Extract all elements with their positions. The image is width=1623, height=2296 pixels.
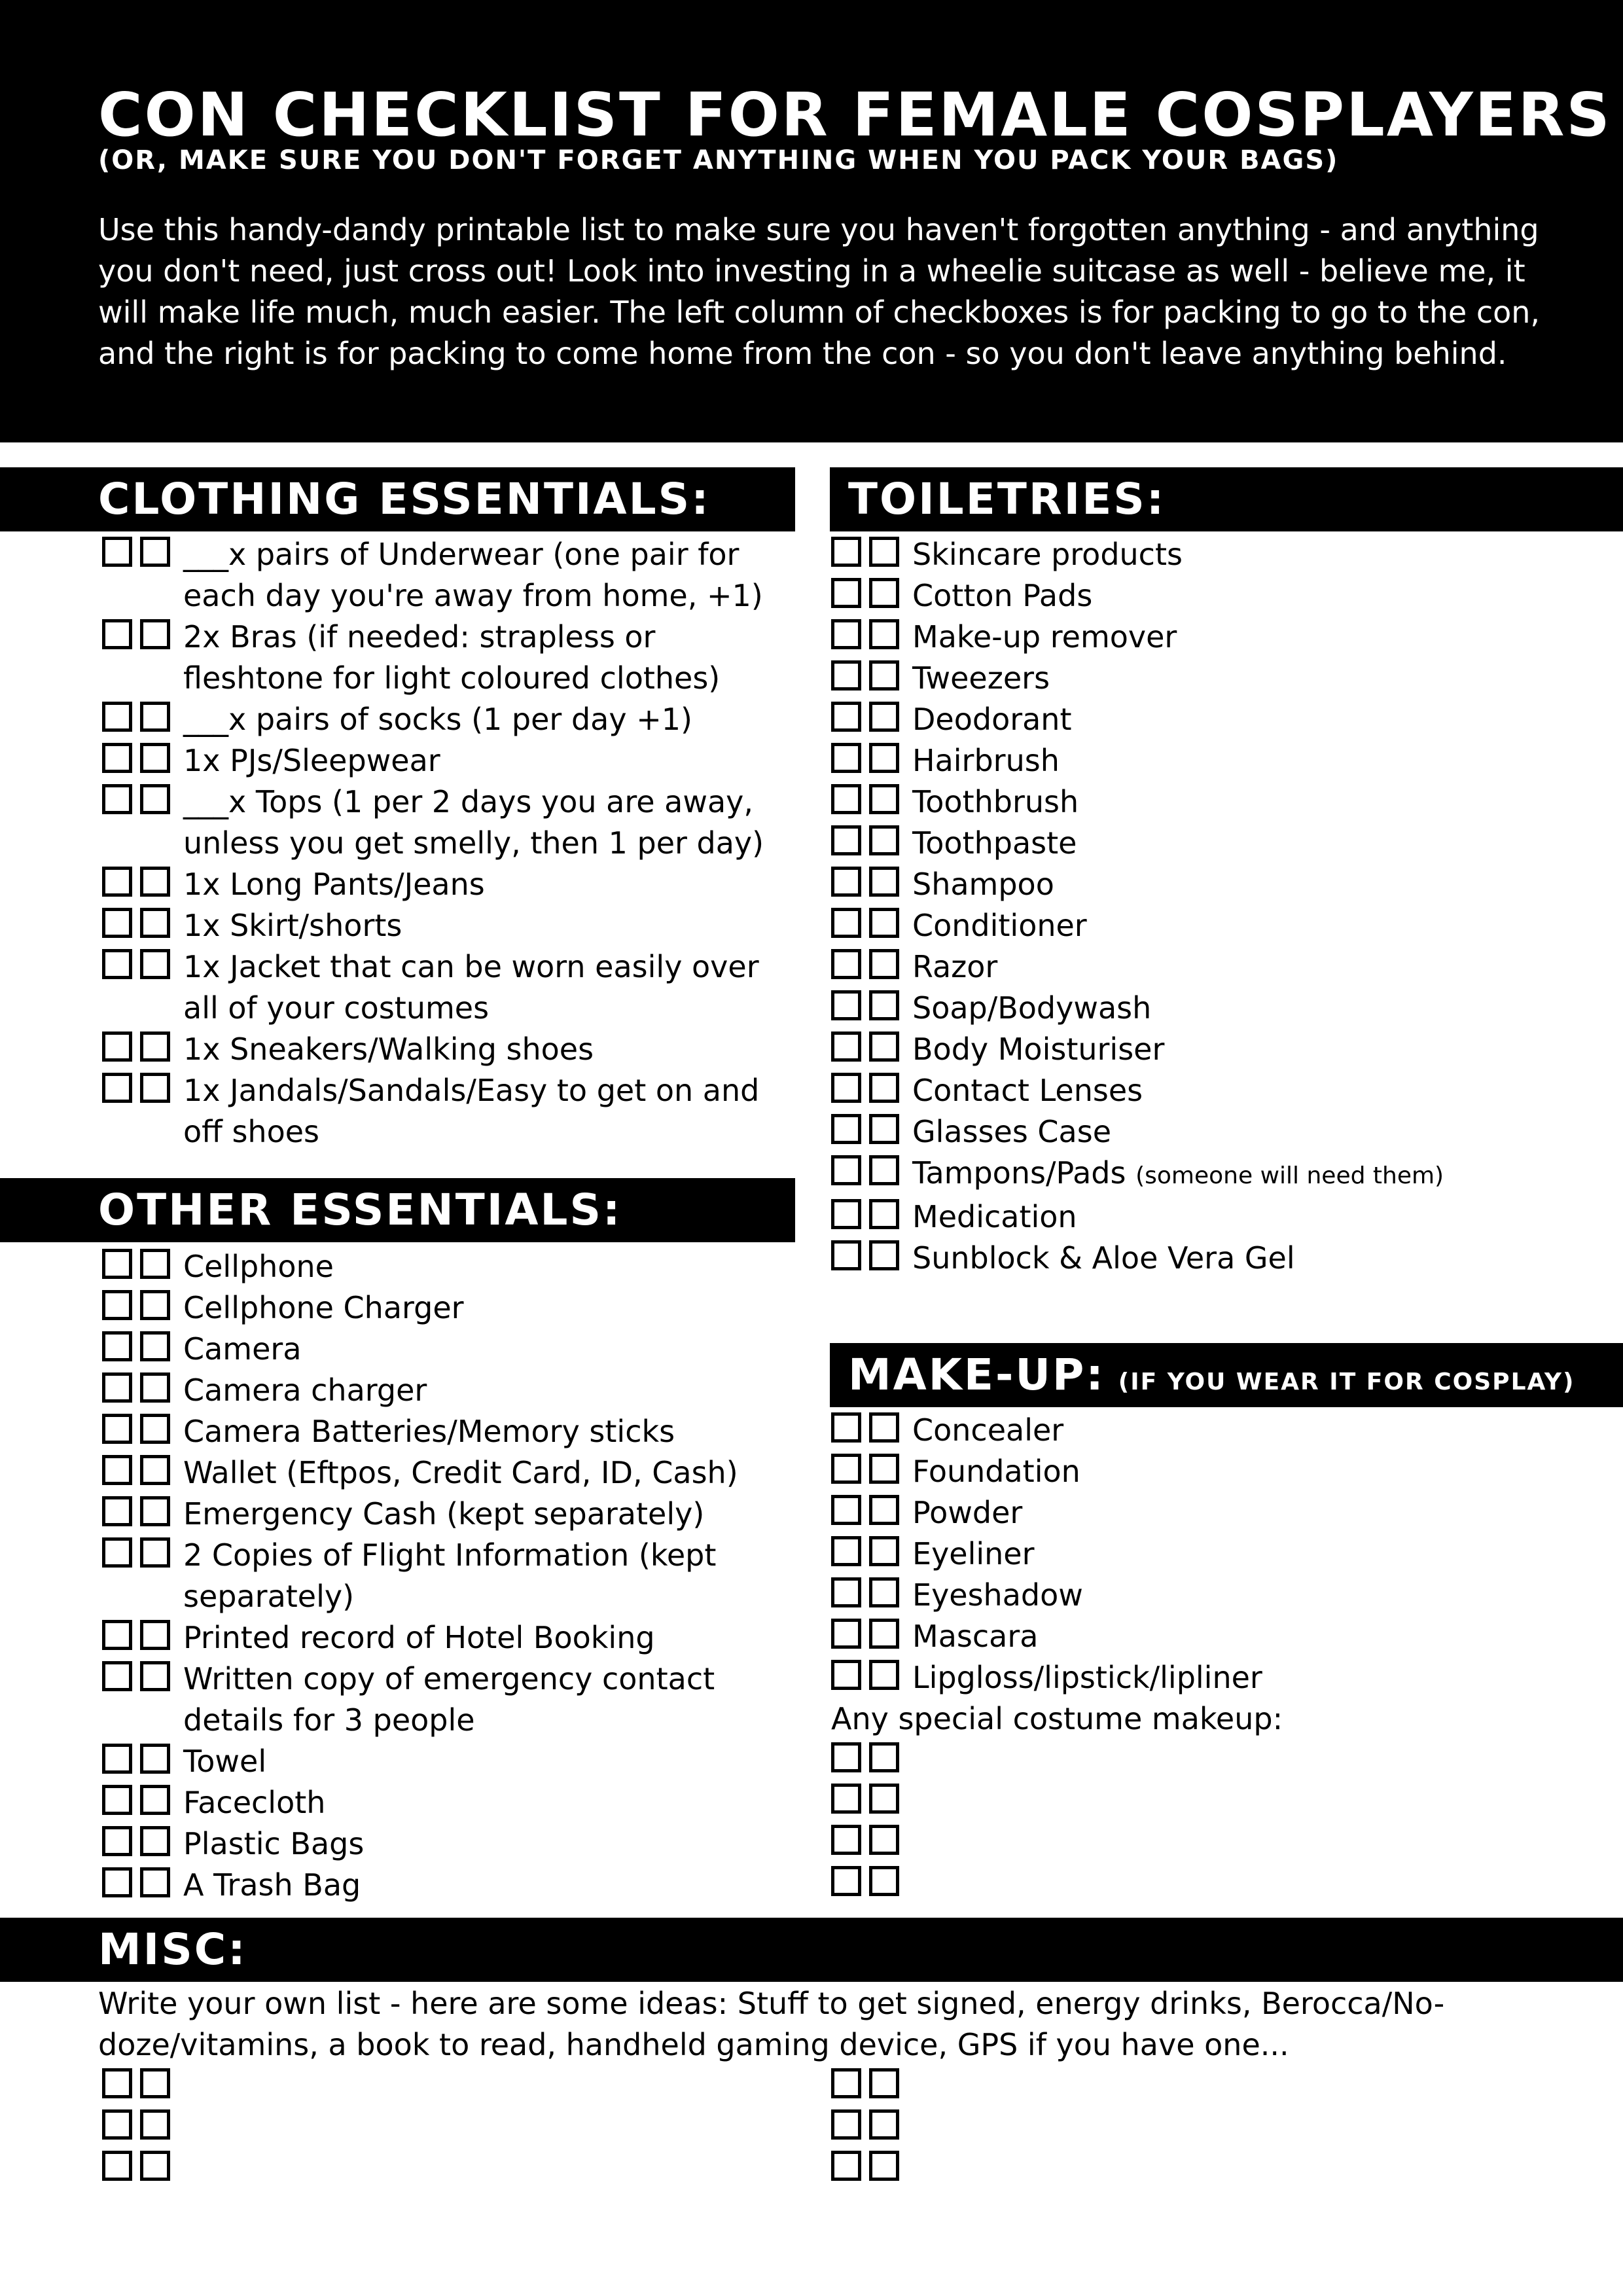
return-checkbox[interactable] xyxy=(140,784,170,814)
list-item xyxy=(102,1246,796,1287)
return-checkbox[interactable] xyxy=(140,1785,170,1815)
go-checkbox[interactable] xyxy=(831,1155,861,1185)
go-checkbox[interactable] xyxy=(102,1826,132,1856)
go-checkbox[interactable] xyxy=(831,1742,861,1772)
checkbox-pair xyxy=(831,1495,899,1525)
go-checkbox[interactable] xyxy=(831,702,861,732)
item-label: 1x Sneakers/Walking shoes xyxy=(183,1031,594,1067)
go-checkbox[interactable] xyxy=(831,1240,861,1270)
item-label: Medication xyxy=(912,1199,1077,1234)
go-checkbox[interactable] xyxy=(831,1619,861,1649)
return-checkbox[interactable] xyxy=(140,1031,170,1062)
list-item xyxy=(102,699,796,740)
go-checkbox[interactable] xyxy=(102,1744,132,1774)
checkbox-pair xyxy=(102,949,170,979)
list-item xyxy=(831,864,1603,905)
return-checkbox[interactable] xyxy=(140,1826,170,1856)
checkbox-pair xyxy=(102,537,170,567)
item-label: ___x Tops (1 per 2 days you are away, unless you get smelly, then 1 per day) xyxy=(183,784,764,861)
list-item xyxy=(102,864,796,905)
return-checkbox[interactable] xyxy=(869,619,899,649)
item-label: Conditioner xyxy=(912,908,1087,943)
return-checkbox[interactable] xyxy=(869,908,899,938)
list-item xyxy=(831,1575,1603,1616)
item-label: Emergency Cash (kept separately) xyxy=(183,1496,705,1532)
checkbox-pair xyxy=(102,702,170,732)
checkbox-pair xyxy=(102,908,170,938)
makeup-list xyxy=(831,1410,1603,1905)
checkbox-pair xyxy=(102,1620,170,1650)
go-checkbox[interactable] xyxy=(831,1073,861,1103)
checkbox-pair xyxy=(102,1496,170,1526)
return-checkbox[interactable] xyxy=(869,949,899,979)
checkbox-pair xyxy=(102,1826,170,1856)
checkbox-pair xyxy=(102,1031,170,1062)
item-label: Concealer xyxy=(912,1412,1064,1448)
return-checkbox[interactable] xyxy=(140,1455,170,1485)
item-label: Written copy of emergency contact details for 3 people xyxy=(183,1661,715,1738)
go-checkbox[interactable] xyxy=(102,784,132,814)
item-label: 1x PJs/Sleepwear xyxy=(183,743,440,778)
return-checkbox[interactable] xyxy=(869,1866,899,1896)
item-label: Razor xyxy=(912,949,998,984)
checkbox-pair xyxy=(831,1619,899,1649)
return-checkbox[interactable] xyxy=(140,619,170,649)
go-checkbox[interactable] xyxy=(102,867,132,897)
checkbox-pair xyxy=(831,1155,899,1185)
checkbox-pair xyxy=(831,949,899,979)
misc-heading xyxy=(0,1918,1623,1982)
go-checkbox[interactable] xyxy=(102,1414,132,1444)
item-label: Contact Lenses xyxy=(912,1073,1143,1108)
checkbox-pair xyxy=(102,1249,170,1279)
item-label: 1x Jacket that can be worn easily over all of your costumes xyxy=(183,949,759,1026)
go-checkbox[interactable] xyxy=(831,1495,861,1525)
go-checkbox[interactable] xyxy=(102,2068,132,2098)
list-item xyxy=(102,1741,796,1782)
return-checkbox[interactable] xyxy=(140,1073,170,1103)
list-item xyxy=(831,1196,1603,1238)
return-checkbox[interactable] xyxy=(140,1249,170,1279)
list-item xyxy=(102,1029,796,1070)
list-item xyxy=(102,1617,796,1659)
go-checkbox[interactable] xyxy=(102,2151,132,2181)
item-label: Sunblock & Aloe Vera Gel xyxy=(912,1240,1295,1276)
checkbox-pair xyxy=(102,1867,170,1897)
checkbox-pair xyxy=(102,1372,170,1403)
go-checkbox[interactable] xyxy=(831,1825,861,1855)
go-checkbox[interactable] xyxy=(831,537,861,567)
list-item xyxy=(102,1287,796,1329)
return-checkbox[interactable] xyxy=(869,990,899,1020)
go-checkbox[interactable] xyxy=(102,1620,132,1650)
list-item xyxy=(102,740,796,781)
go-checkbox[interactable] xyxy=(831,1412,861,1443)
checkbox-pair xyxy=(831,743,899,773)
page-title: CON CHECKLIST FOR FEMALE COSPLAYERS xyxy=(98,80,1612,150)
toiletries-heading xyxy=(830,467,1623,531)
go-checkbox[interactable] xyxy=(831,949,861,979)
item-label: Foundation xyxy=(912,1454,1080,1489)
return-checkbox[interactable] xyxy=(140,2109,170,2140)
return-checkbox[interactable] xyxy=(869,1240,899,1270)
go-checkbox[interactable] xyxy=(831,784,861,814)
item-label: Cellphone xyxy=(183,1249,334,1284)
checkbox-pair xyxy=(102,1290,170,1320)
return-checkbox[interactable] xyxy=(869,1199,899,1229)
item-label: Powder xyxy=(912,1495,1023,1530)
item-label: Toothbrush xyxy=(912,784,1079,819)
go-checkbox[interactable] xyxy=(831,990,861,1020)
item-label: Soap/Bodywash xyxy=(912,990,1152,1026)
list-item xyxy=(102,946,796,1029)
item-label: ___x pairs of Underwear (one pair for each day you're away from home, +1) xyxy=(183,537,763,613)
return-checkbox[interactable] xyxy=(869,1660,899,1690)
checkbox-pair xyxy=(102,867,170,897)
go-checkbox[interactable] xyxy=(831,1199,861,1229)
list-item xyxy=(831,781,1603,823)
list-item xyxy=(831,946,1603,988)
toiletries-heading-text: TOILETRIES: xyxy=(848,474,1166,524)
return-checkbox[interactable] xyxy=(869,1619,899,1649)
item-label: Wallet (Eftpos, Credit Card, ID, Cash) xyxy=(183,1455,738,1490)
list-item xyxy=(831,1410,1603,1451)
return-checkbox[interactable] xyxy=(140,1620,170,1650)
special-makeup-label: Any special costume makeup: xyxy=(831,1701,1283,1736)
checkbox-pair xyxy=(831,1114,899,1144)
go-checkbox[interactable] xyxy=(102,1496,132,1526)
list-item xyxy=(831,658,1603,699)
item-label: 1x Skirt/shorts xyxy=(183,908,402,943)
makeup-heading xyxy=(830,1343,1623,1407)
item-label: Glasses Case xyxy=(912,1114,1112,1149)
return-checkbox[interactable] xyxy=(869,1825,899,1855)
checkbox-pair xyxy=(102,619,170,649)
other-heading xyxy=(0,1178,795,1242)
blank-checkbox-row xyxy=(831,1863,1603,1905)
go-checkbox[interactable] xyxy=(102,1290,132,1320)
item-label: Hairbrush xyxy=(912,743,1060,778)
item-label: Make-up remover xyxy=(912,619,1177,655)
go-checkbox[interactable] xyxy=(102,1537,132,1568)
go-checkbox[interactable] xyxy=(102,1331,132,1361)
item-label: 1x Jandals/Sandals/Easy to get on and off shoes xyxy=(183,1073,760,1149)
item-note: (someone will need them) xyxy=(1135,1162,1444,1189)
blank-checkbox-row xyxy=(102,2066,364,2107)
checkbox-pair xyxy=(831,784,899,814)
item-label: Deodorant xyxy=(912,702,1072,737)
checkbox-pair xyxy=(831,1536,899,1566)
go-checkbox[interactable] xyxy=(102,1031,132,1062)
return-checkbox[interactable] xyxy=(869,1454,899,1484)
checkbox-pair xyxy=(831,702,899,732)
misc-left-blanks xyxy=(102,2066,364,2189)
checkbox-pair xyxy=(102,1661,170,1691)
list-item xyxy=(102,1070,796,1153)
go-checkbox[interactable] xyxy=(831,908,861,938)
checkbox-pair xyxy=(831,1577,899,1607)
return-checkbox[interactable] xyxy=(869,1073,899,1103)
item-label: Cotton Pads xyxy=(912,578,1093,613)
list-item xyxy=(102,1452,796,1494)
blank-checkbox-row xyxy=(102,2107,364,2148)
checkbox-pair xyxy=(831,578,899,608)
go-checkbox[interactable] xyxy=(831,578,861,608)
makeup-heading-text: MAKE-UP: xyxy=(848,1350,1105,1400)
list-item xyxy=(102,1782,796,1823)
list-item xyxy=(831,534,1603,575)
item-label: Plastic Bags xyxy=(183,1826,365,1861)
list-item xyxy=(831,1111,1603,1153)
return-checkbox[interactable] xyxy=(869,1784,899,1814)
go-checkbox[interactable] xyxy=(102,1867,132,1897)
intro-text: Use this handy-dandy printable list to make sure you haven't forgotten anything - and anything you don't need, just cross out! Look into investing in a wheelie suitcase as well - believe me, it will make life much, much easier. The left column of checkboxes is for packing to go to the con, and the right is for packing to come home from the con - so you don't leave anything behind. xyxy=(98,212,1541,371)
checkbox-pair xyxy=(102,1331,170,1361)
checkbox-pair xyxy=(831,990,899,1020)
other-heading-text: OTHER ESSENTIALS: xyxy=(98,1185,622,1235)
go-checkbox[interactable] xyxy=(831,1454,861,1484)
return-checkbox[interactable] xyxy=(869,1495,899,1525)
list-item xyxy=(831,1616,1603,1657)
list-item xyxy=(831,1451,1603,1492)
return-checkbox[interactable] xyxy=(869,1114,899,1144)
list-item xyxy=(102,905,796,946)
item-label: Lipgloss/lipstick/lipliner xyxy=(912,1660,1262,1695)
checkbox-pair xyxy=(102,1455,170,1485)
return-checkbox[interactable] xyxy=(869,743,899,773)
item-label: Tweezers xyxy=(912,660,1050,696)
item-label: Skincare products xyxy=(912,537,1183,572)
checkbox-pair xyxy=(831,867,899,897)
list-item xyxy=(102,1535,796,1617)
checkbox-pair xyxy=(831,619,899,649)
return-checkbox[interactable] xyxy=(140,1372,170,1403)
checkbox-pair xyxy=(831,1199,899,1229)
return-checkbox[interactable] xyxy=(869,1536,899,1566)
list-item xyxy=(831,1492,1603,1534)
return-checkbox[interactable] xyxy=(140,908,170,938)
checkbox-pair xyxy=(831,908,899,938)
checkbox-pair xyxy=(831,660,899,691)
item-label: ___x pairs of socks (1 per day +1) xyxy=(183,702,692,737)
list-item xyxy=(831,575,1603,617)
checkbox-pair xyxy=(102,1744,170,1774)
go-checkbox[interactable] xyxy=(102,949,132,979)
go-checkbox[interactable] xyxy=(831,825,861,855)
go-checkbox[interactable] xyxy=(831,1114,861,1144)
item-label: Toothpaste xyxy=(912,825,1077,861)
checkbox-pair xyxy=(831,1454,899,1484)
go-checkbox[interactable] xyxy=(831,2068,861,2098)
list-item xyxy=(831,905,1603,946)
list-item xyxy=(102,1494,796,1535)
go-checkbox[interactable] xyxy=(831,1577,861,1607)
item-label: 2 Copies of Flight Information (kept separately) xyxy=(183,1537,717,1614)
return-checkbox[interactable] xyxy=(869,660,899,691)
list-item xyxy=(102,1865,796,1906)
blank-checkbox-row xyxy=(831,1781,1603,1822)
item-label: Camera charger xyxy=(183,1372,427,1408)
go-checkbox[interactable] xyxy=(831,2109,861,2140)
return-checkbox[interactable] xyxy=(140,1661,170,1691)
return-checkbox[interactable] xyxy=(869,1155,899,1185)
go-checkbox[interactable] xyxy=(102,702,132,732)
checkbox-pair xyxy=(102,743,170,773)
clothing-heading xyxy=(0,467,795,531)
checkbox-pair xyxy=(831,1412,899,1443)
list-item xyxy=(102,1411,796,1452)
return-checkbox[interactable] xyxy=(140,743,170,773)
blank-checkbox-row xyxy=(831,1822,1603,1863)
list-item xyxy=(831,1238,1603,1279)
item-label: Cellphone Charger xyxy=(183,1290,464,1325)
return-checkbox[interactable] xyxy=(140,1331,170,1361)
list-item xyxy=(831,740,1603,781)
makeup-heading-note: (IF YOU WEAR IT FOR COSPLAY) xyxy=(1118,1369,1575,1395)
misc-text: Write your own list - here are some ideas: Stuff to get signed, energy drinks, Berocca/No-doze/vitamins, a book to read, handheld gaming device, GPS if you have one... xyxy=(98,1986,1445,2062)
checkbox-pair xyxy=(102,1073,170,1103)
item-label: Shampoo xyxy=(912,867,1054,902)
item-label: Facecloth xyxy=(183,1785,326,1820)
go-checkbox[interactable] xyxy=(831,1866,861,1896)
return-checkbox[interactable] xyxy=(869,2151,899,2181)
header-banner xyxy=(0,0,1623,442)
go-checkbox[interactable] xyxy=(102,619,132,649)
go-checkbox[interactable] xyxy=(831,660,861,691)
go-checkbox[interactable] xyxy=(102,1661,132,1691)
list-item xyxy=(831,1029,1603,1070)
list-item xyxy=(102,534,796,617)
return-checkbox[interactable] xyxy=(140,1744,170,1774)
return-checkbox[interactable] xyxy=(140,2068,170,2098)
go-checkbox[interactable] xyxy=(102,1073,132,1103)
checkbox-pair xyxy=(831,1073,899,1103)
go-checkbox[interactable] xyxy=(831,1031,861,1062)
return-checkbox[interactable] xyxy=(869,784,899,814)
return-checkbox[interactable] xyxy=(869,867,899,897)
list-item xyxy=(831,1070,1603,1111)
return-checkbox[interactable] xyxy=(869,2068,899,2098)
go-checkbox[interactable] xyxy=(102,1372,132,1403)
go-checkbox[interactable] xyxy=(831,619,861,649)
go-checkbox[interactable] xyxy=(102,2109,132,2140)
clothing-list xyxy=(102,534,796,1153)
return-checkbox[interactable] xyxy=(140,2151,170,2181)
go-checkbox[interactable] xyxy=(102,537,132,567)
go-checkbox[interactable] xyxy=(831,1660,861,1690)
item-label: 2x Bras (if needed: strapless or fleshtone for light coloured clothes) xyxy=(183,619,721,696)
list-item xyxy=(102,617,796,699)
list-item xyxy=(831,617,1603,658)
go-checkbox[interactable] xyxy=(831,2151,861,2181)
return-checkbox[interactable] xyxy=(140,537,170,567)
go-checkbox[interactable] xyxy=(831,1536,861,1566)
return-checkbox[interactable] xyxy=(869,1031,899,1062)
page-subtitle: (OR, MAKE SURE YOU DON'T FORGET ANYTHING WHEN YOU PACK YOUR BAGS) xyxy=(98,145,1339,175)
misc-heading-text: MISC: xyxy=(98,1924,247,1975)
list-item xyxy=(831,699,1603,740)
go-checkbox[interactable] xyxy=(102,1455,132,1485)
list-item xyxy=(102,1370,796,1411)
return-checkbox[interactable] xyxy=(140,1414,170,1444)
return-checkbox[interactable] xyxy=(869,702,899,732)
go-checkbox[interactable] xyxy=(831,867,861,897)
other-list xyxy=(102,1246,796,1906)
return-checkbox[interactable] xyxy=(140,867,170,897)
list-item xyxy=(831,988,1603,1029)
checkbox-pair xyxy=(831,1660,899,1690)
checkbox-pair xyxy=(102,1414,170,1444)
checkbox-pair xyxy=(102,1537,170,1568)
return-checkbox[interactable] xyxy=(869,1412,899,1443)
item-label: Printed record of Hotel Booking xyxy=(183,1620,655,1655)
return-checkbox[interactable] xyxy=(869,2109,899,2140)
list-item xyxy=(102,1329,796,1370)
checkbox-pair xyxy=(831,1031,899,1062)
go-checkbox[interactable] xyxy=(831,1784,861,1814)
item-label: Eyeshadow xyxy=(912,1577,1083,1613)
misc-right-blanks xyxy=(831,2066,1093,2189)
go-checkbox[interactable] xyxy=(831,743,861,773)
item-label: Tampons/Pads xyxy=(912,1155,1126,1191)
blank-checkbox-row xyxy=(831,2066,1093,2107)
return-checkbox[interactable] xyxy=(140,949,170,979)
clothing-heading-text: CLOTHING ESSENTIALS: xyxy=(98,474,711,524)
list-item xyxy=(102,1823,796,1865)
checkbox-pair xyxy=(102,784,170,814)
return-checkbox[interactable] xyxy=(140,1537,170,1568)
checkbox-pair xyxy=(831,1240,899,1270)
return-checkbox[interactable] xyxy=(869,578,899,608)
item-label: Towel xyxy=(183,1744,267,1779)
item-label: Mascara xyxy=(912,1619,1039,1654)
go-checkbox[interactable] xyxy=(102,1249,132,1279)
item-label: Eyeliner xyxy=(912,1536,1035,1571)
item-label: A Trash Bag xyxy=(183,1867,361,1903)
list-item xyxy=(102,1659,796,1741)
return-checkbox[interactable] xyxy=(869,537,899,567)
list-item xyxy=(831,823,1603,864)
return-checkbox[interactable] xyxy=(869,825,899,855)
item-label: Camera xyxy=(183,1331,302,1367)
toiletries-list xyxy=(831,534,1603,1279)
go-checkbox[interactable] xyxy=(102,743,132,773)
checkbox-pair xyxy=(831,825,899,855)
return-checkbox[interactable] xyxy=(869,1577,899,1607)
blank-checkbox-row xyxy=(831,1740,1603,1781)
go-checkbox[interactable] xyxy=(102,908,132,938)
checkbox-pair xyxy=(102,1785,170,1815)
blank-checkbox-row xyxy=(831,2148,1093,2189)
blank-checkbox-row xyxy=(831,2107,1093,2148)
return-checkbox[interactable] xyxy=(140,702,170,732)
blank-checkbox-row xyxy=(102,2148,364,2189)
list-item xyxy=(102,781,796,864)
list-item xyxy=(831,1153,1603,1196)
return-checkbox[interactable] xyxy=(869,1742,899,1772)
item-label: Body Moisturiser xyxy=(912,1031,1165,1067)
return-checkbox[interactable] xyxy=(140,1867,170,1897)
return-checkbox[interactable] xyxy=(140,1496,170,1526)
list-item xyxy=(831,1534,1603,1575)
checkbox-pair xyxy=(831,537,899,567)
go-checkbox[interactable] xyxy=(102,1785,132,1815)
list-item xyxy=(831,1657,1603,1698)
return-checkbox[interactable] xyxy=(140,1290,170,1320)
item-label: 1x Long Pants/Jeans xyxy=(183,867,485,902)
item-label: Camera Batteries/Memory sticks xyxy=(183,1414,675,1449)
